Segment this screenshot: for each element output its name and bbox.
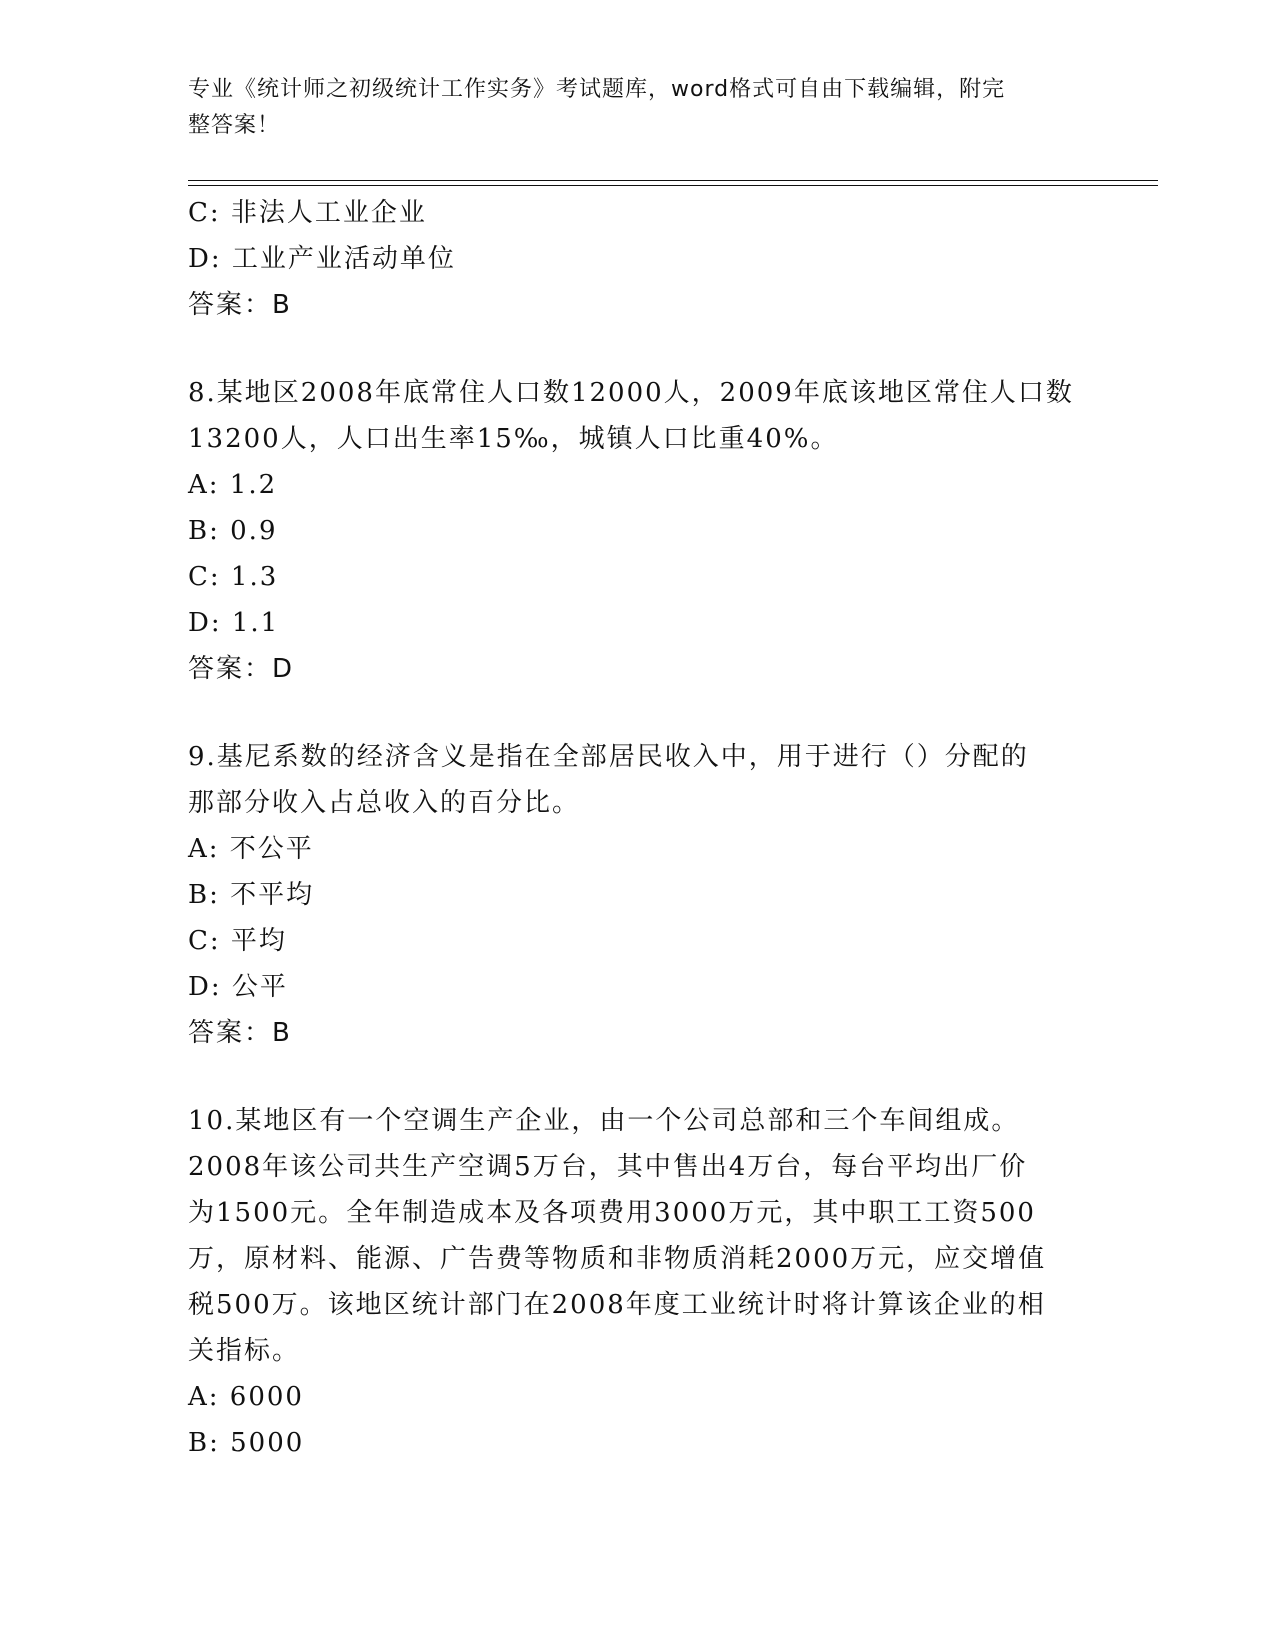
- header-line-1: 专业《统计师之初级统计工作实务》考试题库，word格式可自由下载编辑，附完: [188, 77, 1006, 102]
- question-stem-line: 10.某地区有一个空调生产企业，由一个公司总部和三个车间组成。: [188, 1106, 1020, 1136]
- option-d: D: 公平: [188, 972, 288, 1002]
- question-stem-line: 那部分收入占总收入的百分比。: [188, 788, 581, 818]
- option-b: B: 5000: [188, 1428, 305, 1458]
- option-c: C: 非法人工业企业: [188, 198, 427, 228]
- option-a: A: 1.2: [188, 470, 278, 500]
- question-stem-line: 万，原材料、能源、广告费等物质和非物质消耗2000万元，应交增值: [188, 1244, 1047, 1274]
- header-line-2: 整答案！: [188, 113, 281, 138]
- answer: 答案：B: [188, 290, 292, 320]
- option-b: B: 不平均: [188, 880, 315, 910]
- question-8: [188, 370, 1088, 692]
- question-stem-line: 2008年该公司共生产空调5万台，其中售出4万台，每台平均出厂价: [188, 1152, 1028, 1182]
- header-divider-bottom: [188, 185, 1158, 186]
- question-stem-line: 税500万。该地区统计部门在2008年度工业统计时将计算该企业的相: [188, 1290, 1046, 1320]
- option-b: B: 0.9: [188, 516, 278, 546]
- question-stem-line: 13200人，人口出生率15‰，城镇人口比重40%。: [188, 424, 839, 454]
- question-list: [188, 190, 1088, 1466]
- answer: 答案：D: [188, 654, 295, 684]
- header-divider-top: [188, 180, 1158, 181]
- page-header: [188, 72, 1088, 144]
- question-stem-line: 9.基尼系数的经济含义是指在全部居民收入中，用于进行（）分配的: [188, 742, 1029, 772]
- option-a: A: 6000: [188, 1382, 304, 1412]
- option-d: D: 1.1: [188, 608, 280, 638]
- option-c: C: 平均: [188, 926, 287, 956]
- question-stem-line: 为1500元。全年制造成本及各项费用3000万元，其中职工工资500: [188, 1198, 1036, 1228]
- option-d: D: 工业产业活动单位: [188, 244, 456, 274]
- question-9: [188, 734, 1088, 1056]
- answer: 答案：B: [188, 1018, 292, 1048]
- question-10: [188, 1098, 1088, 1466]
- option-c: C: 1.3: [188, 562, 279, 592]
- question-stem-line: 8.某地区2008年底常住人口数12000人，2009年底该地区常住人口数: [188, 378, 1074, 408]
- question-7: [188, 190, 1088, 328]
- question-stem-line: 关指标。: [188, 1336, 301, 1366]
- option-a: A: 不公平: [188, 834, 314, 864]
